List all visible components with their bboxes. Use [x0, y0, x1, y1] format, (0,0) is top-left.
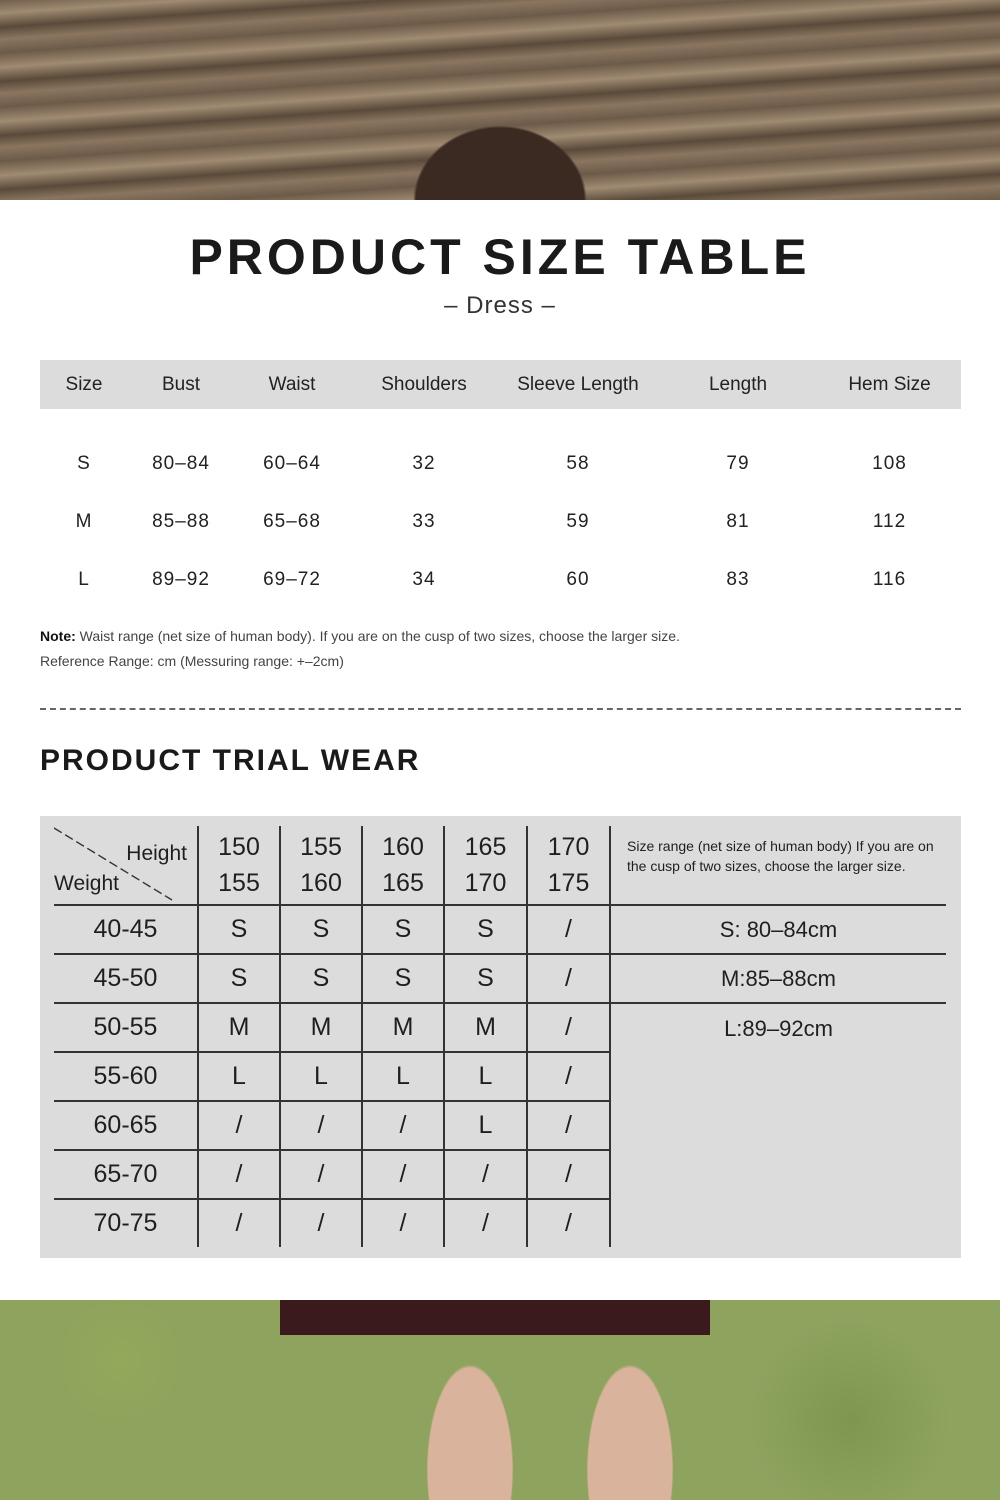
- corner-height-label: Height: [126, 842, 187, 865]
- header-length: Length: [658, 360, 818, 409]
- weight-range: 45-50: [54, 954, 198, 1003]
- header-sleeve-length: Sleeve Length: [498, 360, 658, 409]
- size-cell: /: [280, 1199, 362, 1247]
- cell-waist: 69–72: [263, 569, 321, 590]
- header-size: Size: [40, 360, 128, 409]
- size-cell: /: [527, 1052, 610, 1101]
- trial-wear-panel: [40, 816, 961, 1258]
- height-range-header: 150 155: [198, 826, 280, 905]
- size-cell: /: [527, 1101, 610, 1150]
- cell-hem-size: 116: [872, 569, 907, 590]
- height-range-header: 170 175: [527, 826, 610, 905]
- size-cell: S: [280, 954, 362, 1003]
- size-cell: L: [280, 1052, 362, 1101]
- cell-size: L: [78, 569, 90, 590]
- cell-length: 79: [726, 453, 750, 474]
- cell-shoulders: 34: [412, 569, 436, 590]
- height-weight-corner: [54, 826, 198, 905]
- weight-range: 55-60: [54, 1052, 198, 1101]
- cell-bust: 80–84: [152, 453, 210, 474]
- cell-bust: 89–92: [152, 569, 210, 590]
- size-cell: S: [444, 954, 527, 1003]
- size-cell: /: [362, 1199, 444, 1247]
- trial-row: [54, 1003, 946, 1052]
- size-cell: L: [444, 1101, 527, 1150]
- cell-bust: 85–88: [152, 511, 210, 532]
- cell-shoulders: 32: [412, 453, 436, 474]
- product-size-table: [40, 360, 961, 609]
- size-cell: S: [362, 905, 444, 954]
- header-shoulders: Shoulders: [350, 360, 498, 409]
- size-cell: L: [362, 1052, 444, 1101]
- size-cell: L: [198, 1052, 280, 1101]
- cell-sleeve-length: 60: [566, 569, 590, 590]
- header-hem-size: Hem Size: [818, 360, 961, 409]
- size-range-s: S: 80–84cm: [610, 905, 946, 954]
- trial-header-row: [54, 826, 946, 905]
- note-text: Waist range (net size of human body). If you are on the cusp of two sizes, choose the larger size.: [75, 628, 680, 644]
- size-cell: M: [362, 1003, 444, 1052]
- size-cell: S: [444, 905, 527, 954]
- page-subtitle: – Dress –: [444, 292, 556, 319]
- height-range-header: 160 165: [362, 826, 444, 905]
- reference-range-text: Reference Range: cm (Messuring range: +–2cm): [40, 653, 344, 669]
- size-cell: /: [280, 1150, 362, 1199]
- size-cell: L: [444, 1052, 527, 1101]
- cell-hem-size: 112: [872, 511, 907, 532]
- trial-wear-table: [54, 826, 946, 1247]
- cell-length: 83: [726, 569, 750, 590]
- height-range-header: 165 170: [444, 826, 527, 905]
- note-label: Note:: [40, 628, 76, 644]
- weight-range: 40-45: [54, 905, 198, 954]
- size-cell: /: [444, 1199, 527, 1247]
- cell-waist: 65–68: [263, 511, 321, 532]
- size-cell: M: [444, 1003, 527, 1052]
- cell-hem-size: 108: [872, 453, 907, 474]
- cell-sleeve-length: 59: [566, 511, 590, 532]
- size-cell: /: [527, 954, 610, 1003]
- weight-range: 70-75: [54, 1199, 198, 1247]
- size-cell: S: [198, 954, 280, 1003]
- size-cell: /: [527, 1199, 610, 1247]
- size-cell: /: [527, 1003, 610, 1052]
- trial-wear-title: PRODUCT TRIAL WEAR: [40, 744, 421, 777]
- size-cell: S: [280, 905, 362, 954]
- size-range-l: L:89–92cm: [610, 1003, 946, 1247]
- table-row: [40, 551, 961, 609]
- weight-range: 65-70: [54, 1150, 198, 1199]
- trial-row: [54, 954, 946, 1003]
- page-title: PRODUCT SIZE TABLE: [189, 229, 811, 285]
- size-cell: S: [198, 905, 280, 954]
- size-cell: S: [362, 954, 444, 1003]
- height-range-header: 155 160: [280, 826, 362, 905]
- cell-sleeve-length: 58: [566, 453, 590, 474]
- table-row: [40, 409, 961, 493]
- size-cell: /: [527, 1150, 610, 1199]
- corner-weight-label: Weight: [54, 872, 119, 895]
- size-cell: /: [198, 1150, 280, 1199]
- cell-shoulders: 33: [412, 511, 436, 532]
- size-table-header-row: [40, 360, 961, 409]
- weight-range: 50-55: [54, 1003, 198, 1052]
- background-photo-top: [0, 0, 1000, 200]
- size-range-m: M:85–88cm: [610, 954, 946, 1003]
- background-photo-bottom: [0, 1300, 1000, 1500]
- size-cell: M: [280, 1003, 362, 1052]
- size-cell: M: [198, 1003, 280, 1052]
- dashed-divider: [40, 708, 961, 710]
- table-row: [40, 493, 961, 551]
- size-cell: /: [280, 1101, 362, 1150]
- size-cell: /: [527, 905, 610, 954]
- size-cell: /: [362, 1150, 444, 1199]
- size-note: [40, 624, 680, 674]
- size-cell: /: [444, 1150, 527, 1199]
- size-chart-panel: [0, 200, 1000, 1300]
- cell-length: 81: [726, 511, 750, 532]
- size-cell: /: [198, 1101, 280, 1150]
- size-range-note: Size range (net size of human body) If you are on the cusp of two sizes, choose the larger size.: [627, 838, 934, 874]
- size-cell: /: [362, 1101, 444, 1150]
- cell-size: S: [77, 453, 91, 474]
- weight-range: 60-65: [54, 1101, 198, 1150]
- header-bust: Bust: [128, 360, 234, 409]
- header-waist: Waist: [234, 360, 350, 409]
- cell-size: M: [75, 511, 93, 532]
- size-cell: /: [198, 1199, 280, 1247]
- trial-row: [54, 905, 946, 954]
- cell-waist: 60–64: [263, 453, 321, 474]
